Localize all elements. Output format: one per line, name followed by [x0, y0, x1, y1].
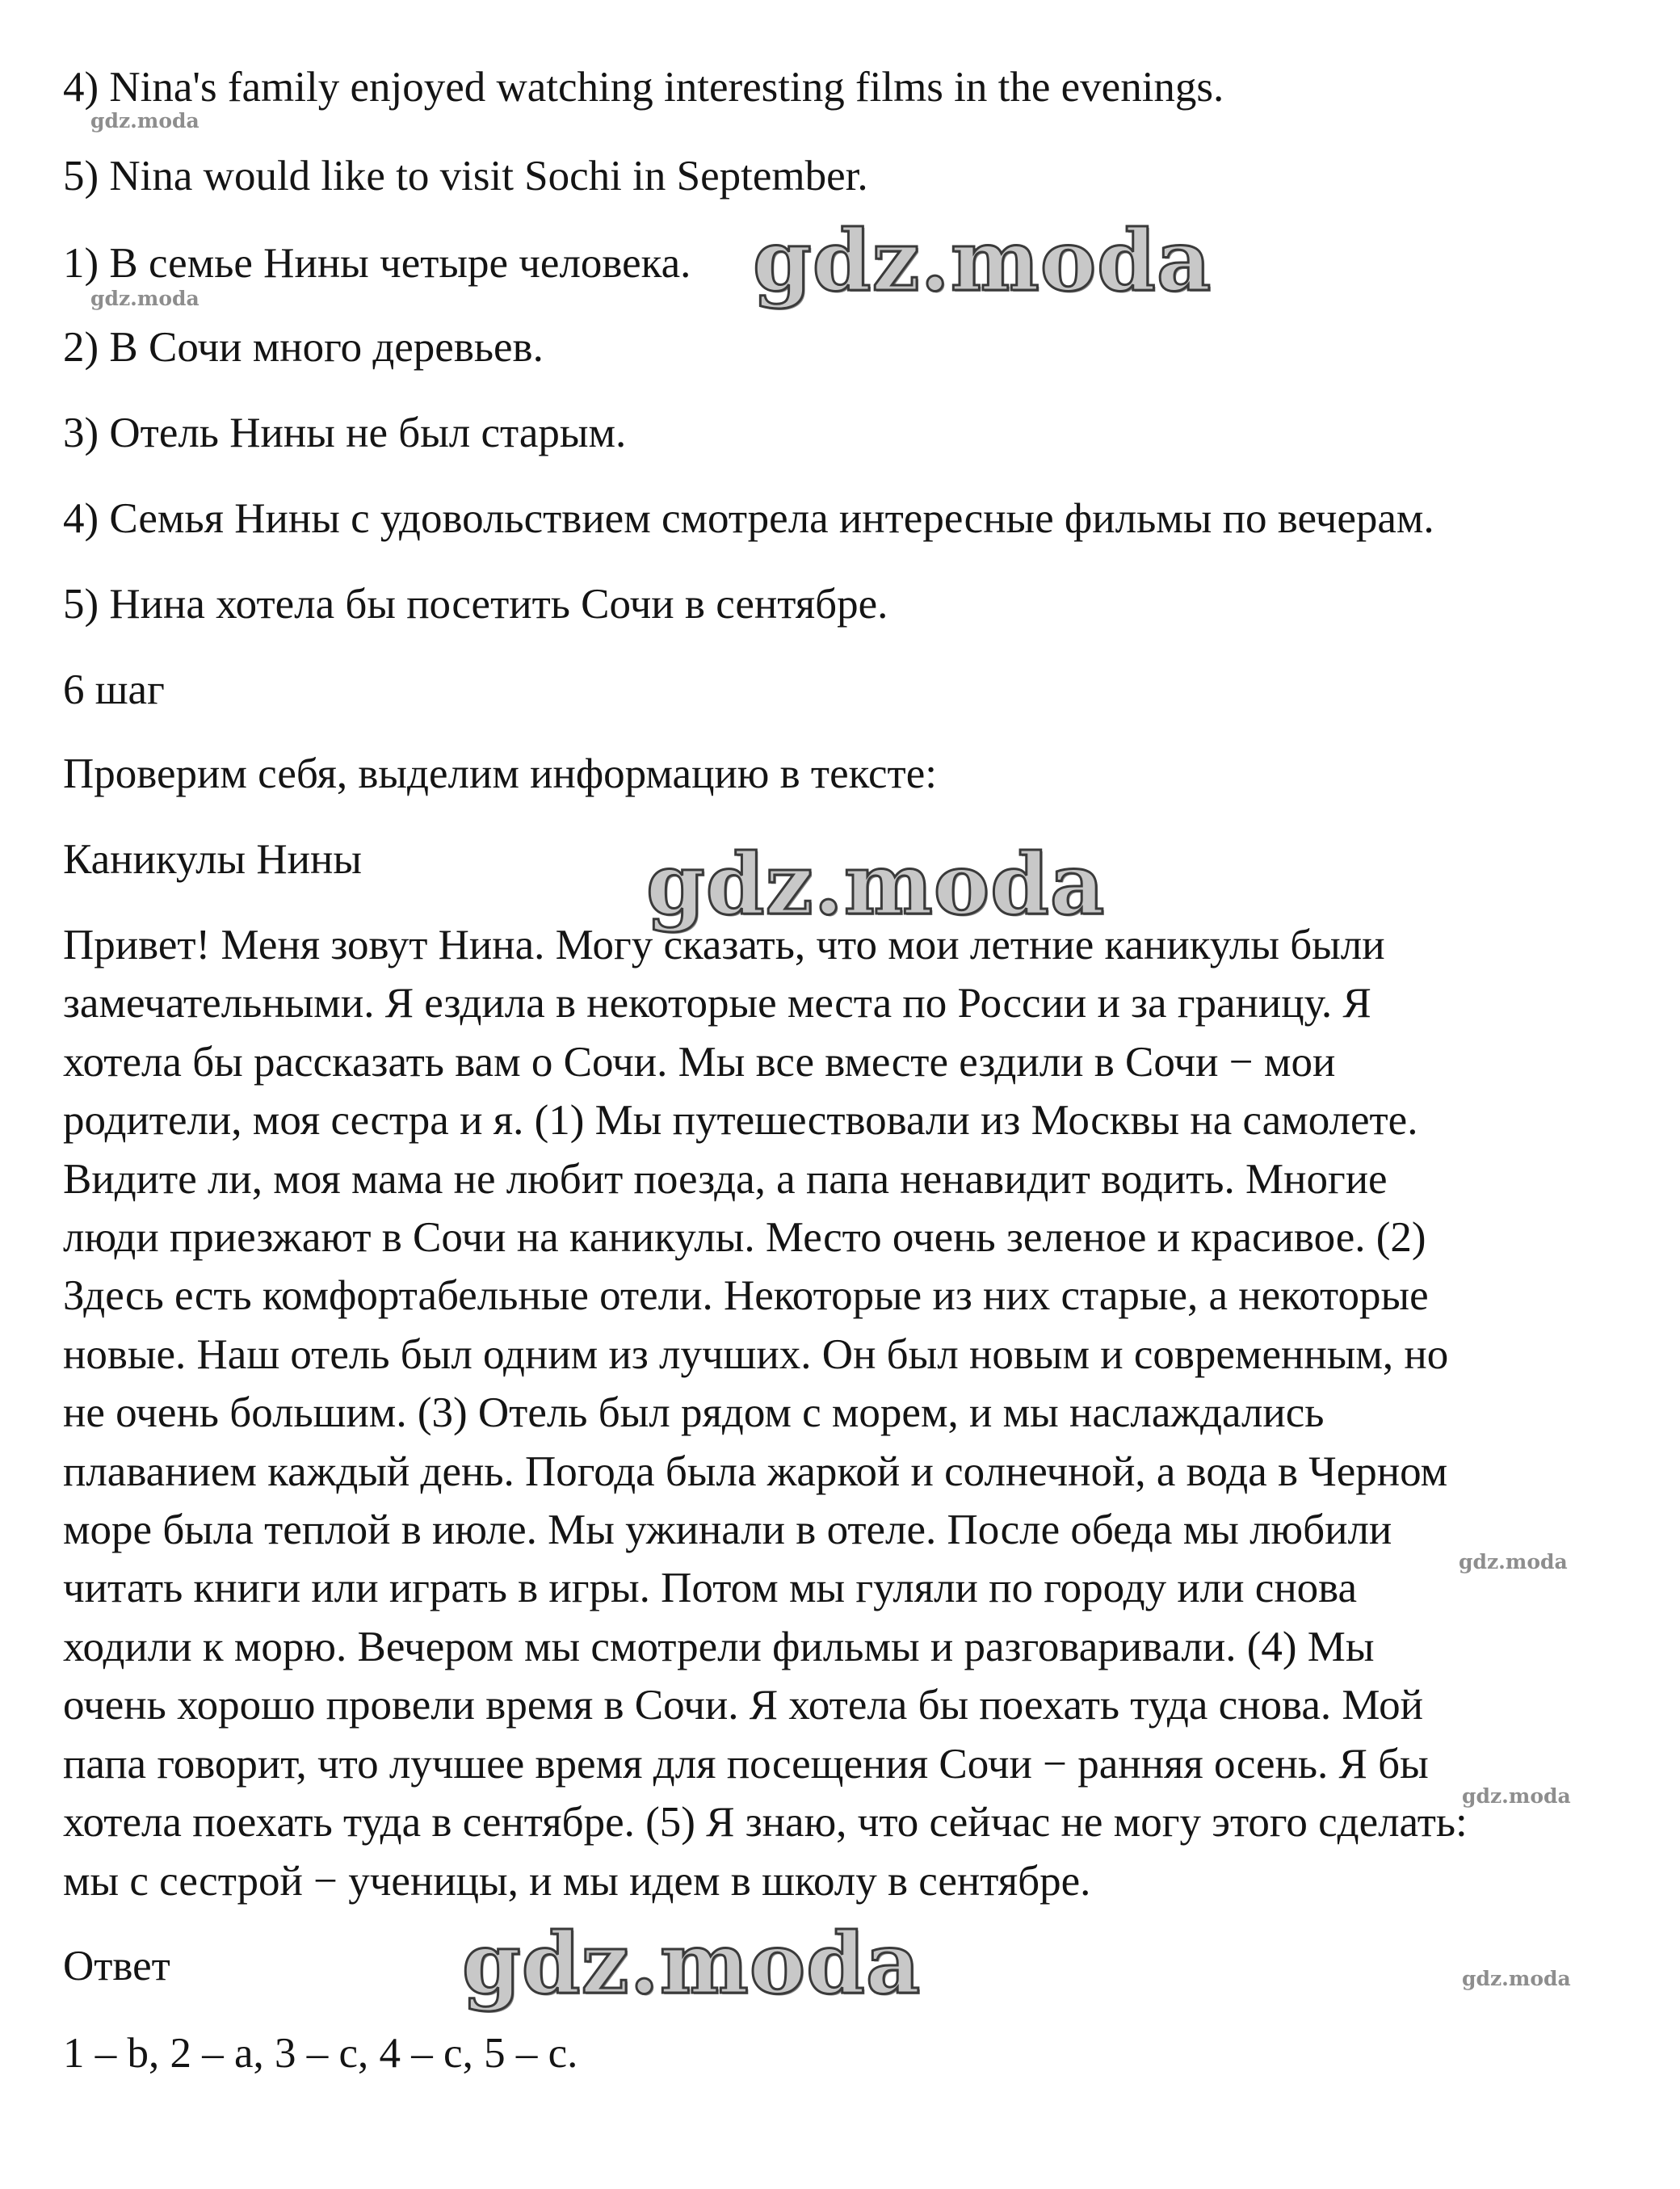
ru-item-1: 1) В семье Нины четыре человека. [63, 240, 691, 287]
step-title: 6 шаг [63, 666, 165, 713]
story-line: хотела бы рассказать вам о Сочи. Мы все вместе ездили в Сочи − мои [63, 1038, 1336, 1086]
en-item-5: 5) Nina would like to visit Sochi in September. [63, 153, 868, 200]
story-line: Привет! Меня зовут Нина. Могу сказать, что мои летние каникулы были [63, 922, 1385, 968]
story-line: не очень большим. (3) Отель был рядом с морем, и мы наслаждались [63, 1389, 1325, 1437]
watermark-small: gdz.moda [1462, 1784, 1571, 1808]
story-line: Здесь есть комфортабельные отели. Некоторые из них старые, а некоторые [63, 1272, 1429, 1320]
watermark-large: gdz.moda [462, 1914, 922, 2013]
watermark-large: gdz.moda [753, 211, 1212, 310]
watermark-small: gdz.moda [1462, 1967, 1571, 1990]
story-line: новые. Наш отель был одним из лучших. Он был новым и современным, но [63, 1330, 1449, 1378]
answer-value: 1 – b, 2 – a, 3 – c, 4 – c, 5 – c. [63, 2030, 578, 2077]
story-line: мы с сестрой − ученицы, и мы идем в школу в сентябре. [63, 1857, 1091, 1905]
story-line: папа говорит, что лучшее время для посещения Сочи − ранняя осень. Я бы [63, 1740, 1429, 1788]
ru-item-3: 3) Отель Нины не был старым. [63, 410, 627, 456]
text-title: Каникулы Нины [63, 836, 362, 883]
ru-item-4: 4) Семья Нины с удовольствием смотрела интересные фильмы по вечерам. [63, 495, 1434, 542]
watermark-large: gdz.moda [646, 834, 1106, 934]
instruction: Проверим себя, выделим информацию в тексте: [63, 750, 937, 797]
ru-item-5: 5) Нина хотела бы посетить Сочи в сентябре. [63, 581, 888, 628]
story-line: родители, моя сестра и я. (1) Мы путешествовали из Москвы на самолете. [63, 1097, 1418, 1145]
story-line: хотела поехать туда в сентябре. (5) Я знаю, что сейчас не могу этого сделать: [63, 1799, 1468, 1847]
story-line: замечательными. Я ездила в некоторые места по России и за границу. Я [63, 980, 1371, 1027]
story-line: читать книги или играть в игры. Потом мы гуляли по городу или снова [63, 1565, 1358, 1612]
story-line: плаванием каждый день. Погода была жаркой и солнечной, а вода в Черном [63, 1447, 1448, 1495]
story-line: ходили к морю. Вечером мы смотрели фильмы и разговаривали. (4) Мы [63, 1623, 1375, 1670]
story-line: Видите ли, моя мама не любит поезда, а папа ненавидит водить. Многие [63, 1155, 1388, 1203]
answer-label: Ответ [63, 1943, 170, 1989]
story-line: море была теплой в июле. Мы ужинали в отеле. После обеда мы любили [63, 1506, 1392, 1554]
story-line: люди приезжают в Сочи на каникулы. Место очень зеленое и красивое. (2) [63, 1214, 1426, 1262]
watermark-small: gdz.moda [90, 287, 200, 310]
story-line: очень хорошо провели время в Сочи. Я хотела бы поехать туда снова. Мой [63, 1682, 1424, 1729]
ru-item-2: 2) В Сочи много деревьев. [63, 324, 544, 371]
watermark-small: gdz.moda [90, 109, 200, 132]
en-item-4: 4) Nina's family enjoyed watching interesting films in the evenings. [63, 64, 1224, 111]
story-paragraph [63, 916, 1646, 1910]
watermark-small: gdz.moda [1459, 1550, 1568, 1573]
